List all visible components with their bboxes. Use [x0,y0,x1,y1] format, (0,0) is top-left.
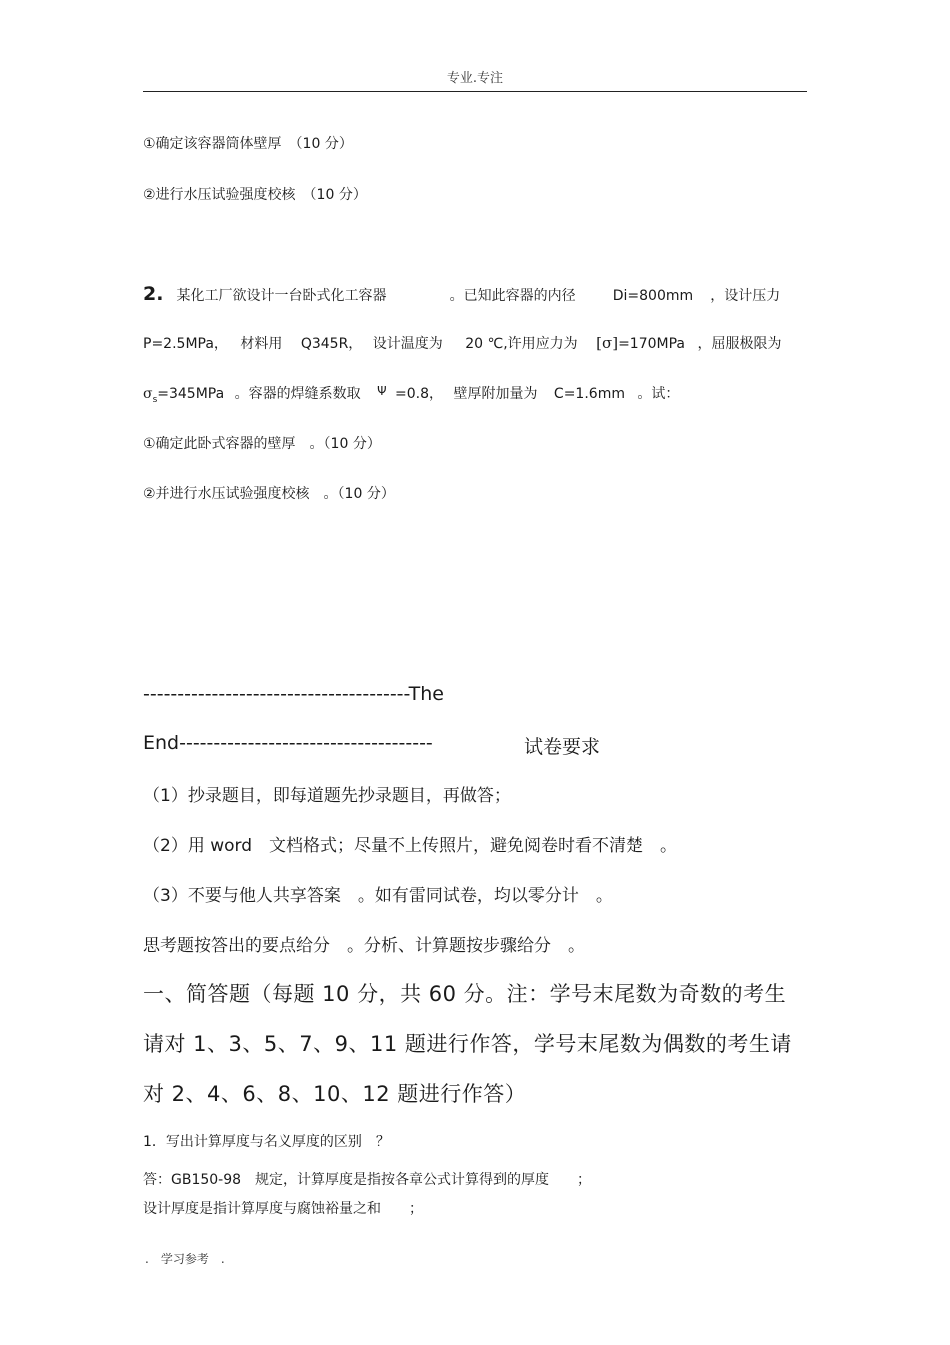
exam-requirements-title: 试卷要求 [524,736,601,758]
grading-note: 思考题按答出的要点给分 。分析、计算题按步骤给分 。 [143,936,585,956]
header-divider [143,91,807,92]
problem-2-item-1: ①确定此卧式容器的壁厚 。（10 分） [143,436,381,452]
allowable-stress-symbol: [σ] [596,334,619,352]
requirement-2: （2）用 word 文档格式；尽量不上传照片，避免阅卷时看不清楚 。 [143,836,678,856]
problem-number: 2. [143,283,164,305]
requirement-1: （1）抄录题目，即每道题先抄录题目，再做答； [143,786,511,806]
yield-stress-symbol: $\sigma_s$ [143,386,158,405]
requirement-3: （3）不要与他人共享答案 。如有雷同试卷，均以零分计 。 [143,886,613,906]
page-header: 专业.专注 [446,71,504,86]
the-end-line-1: ---------------------------------------The [143,683,444,705]
the-end-line-2: End------------------------------------- [143,732,433,754]
question-1-title: 1．写出计算厚度与名义厚度的区别 ？ [143,1134,390,1150]
section-1-heading-line-2: 请对 1、3、5、7、9、11 题进行作答，学号末尾数为偶数的考生请 [143,1032,792,1056]
prev-item-2: ②进行水压试验强度校核 （10 分） [143,187,367,203]
problem-2-line-2: P=2.5MPa， 材料用 Q345R， 设计温度为 20 ℃,许用应力为 [σ]=170MPa ，屈服极限为 [143,334,782,352]
question-1-answer-line-2: 设计厚度是指计算厚度与腐蚀裕量之和 ； [143,1201,423,1217]
problem-2-item-2: ②并进行水压试验强度校核 。（10 分） [143,486,395,502]
problem-2-line-1: 2. 某化工厂欲设计一台卧式化工容器 。已知此容器的内径 Di=800mm ，设计压力 [143,283,781,305]
section-1-heading-line-3: 对 2、4、6、8、10、12 题进行作答） [143,1082,527,1106]
prev-item-1: ①确定该容器筒体壁厚 （10 分） [143,136,353,152]
question-1-answer-line-1: 答：GB150-98 规定，计算厚度是指按各章公式计算得到的厚度 ； [143,1172,592,1188]
page-footer: . 学习参考 . [145,1252,225,1266]
section-1-heading-line-1: 一、简答题（每题 10 分，共 60 分。注：学号末尾数为奇数的考生 [143,982,787,1006]
weld-factor-symbol: Ψ [377,384,387,398]
problem-2-line-3: $\sigma_s=345MPa$ 。容器的焊缝系数取 Ψ =0.8， 壁厚附加量为 C=1.6mm 。试： [143,384,680,405]
